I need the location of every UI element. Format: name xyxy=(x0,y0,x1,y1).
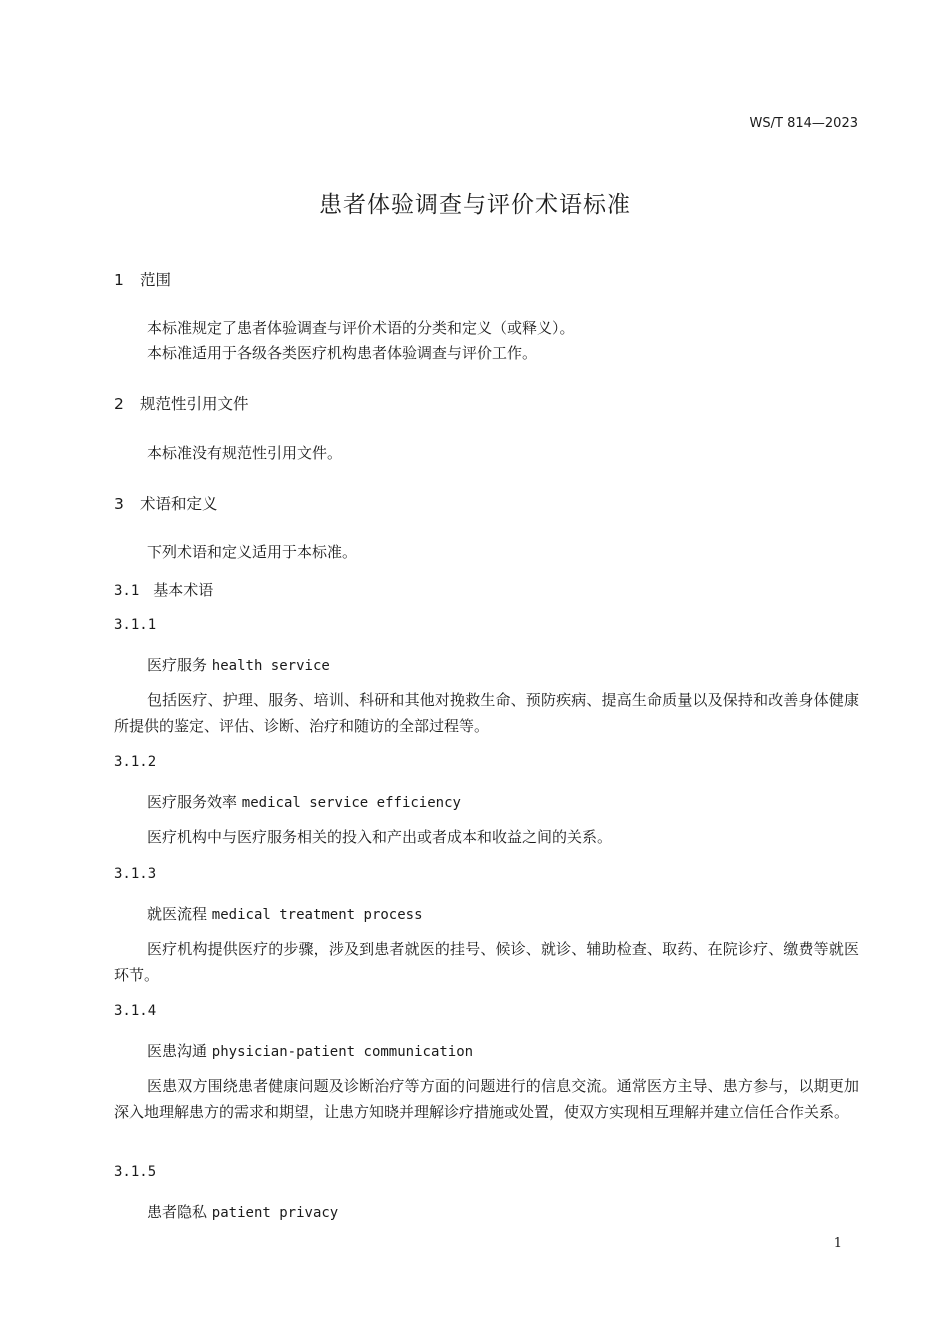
term-heading xyxy=(147,1201,338,1222)
term-heading xyxy=(147,654,330,675)
term-zh: 患者隐私 xyxy=(147,1203,208,1221)
subsection-number: 3.1 xyxy=(114,583,140,599)
section-number: 2 xyxy=(114,395,124,413)
term-definition: 医患双方围绕患者健康问题及诊断治疗等方面的问题进行的信息交流。通常医方主导、患方参与，以期更加深入地理解患方的需求和期望，让患方知晓并理解诊疗措施或处置，使双方实现相互理解并建立信任合作关系。 xyxy=(114,1077,859,1121)
term-heading xyxy=(147,791,461,812)
term-number: 3.1.1 xyxy=(114,617,157,633)
section-3-heading xyxy=(114,492,218,514)
term-definition: 医疗机构提供医疗的步骤，涉及到患者就医的挂号、候诊、就诊、辅助检查、取药、在院诊疗、缴费等就医环节。 xyxy=(114,940,859,984)
term-en: patient privacy xyxy=(211,1205,339,1221)
term-number: 3.1.2 xyxy=(114,754,157,770)
section-number: 3 xyxy=(114,495,124,513)
term-en: medical treatment process xyxy=(211,907,423,923)
subsection-title: 基本术语 xyxy=(153,581,214,599)
paragraph: 下列术语和定义适用于本标准。 xyxy=(147,543,358,561)
section-number: 1 xyxy=(114,271,124,289)
term-zh: 医患沟通 xyxy=(147,1042,208,1060)
term-definition: 医疗机构中与医疗服务相关的投入和产出或者成本和收益之间的关系。 xyxy=(147,828,613,846)
term-heading xyxy=(147,1040,473,1061)
subsection-3-1-heading xyxy=(114,579,213,600)
term-en: health service xyxy=(211,658,330,674)
page-number: 1 xyxy=(833,1236,842,1251)
term-number: 3.1.4 xyxy=(114,1003,157,1019)
section-1-heading xyxy=(114,268,171,290)
section-title: 规范性引用文件 xyxy=(140,395,249,413)
term-zh: 医疗服务 xyxy=(147,656,208,674)
term-definition: 包括医疗、护理、服务、培训、科研和其他对挽救生命、预防疾病、提高生命质量以及保持和改善身体健康所提供的鉴定、评估、诊断、治疗和随访的全部过程等。 xyxy=(114,691,859,735)
standard-number: WS/T 814—2023 xyxy=(749,116,858,131)
section-title: 术语和定义 xyxy=(140,495,218,513)
term-heading xyxy=(147,903,423,924)
term-en: medical service efficiency xyxy=(241,795,461,811)
section-2-heading xyxy=(114,392,249,414)
term-number: 3.1.5 xyxy=(114,1164,157,1180)
paragraph: 本标准没有规范性引用文件。 xyxy=(147,444,343,462)
term-zh: 就医流程 xyxy=(147,905,208,923)
term-number: 3.1.3 xyxy=(114,866,157,882)
paragraph: 本标准适用于各级各类医疗机构患者体验调查与评价工作。 xyxy=(147,344,538,362)
document-title: 患者体验调查与评价术语标准 xyxy=(319,192,631,218)
term-zh: 医疗服务效率 xyxy=(147,793,238,811)
paragraph: 本标准规定了患者体验调查与评价术语的分类和定义（或释义）。 xyxy=(147,319,575,337)
section-title: 范围 xyxy=(140,271,172,289)
term-en: physician-patient communication xyxy=(211,1044,474,1060)
